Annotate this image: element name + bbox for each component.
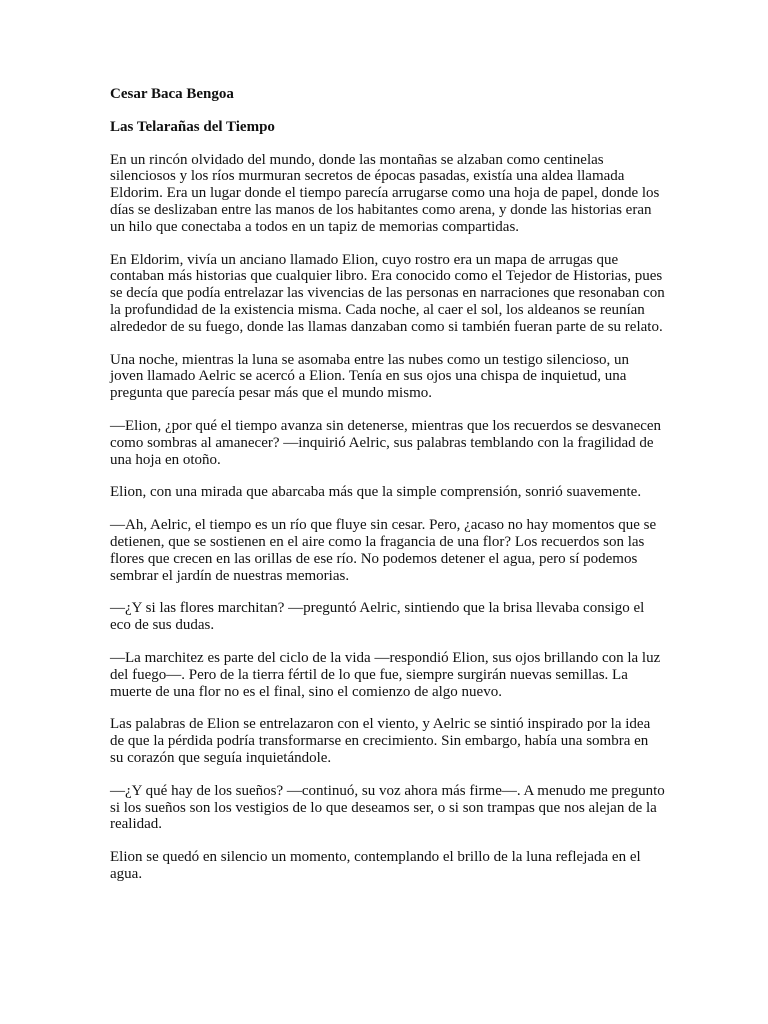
paragraph: —La marchitez es parte del ciclo de la vida —respondió Elion, sus ojos brillando con la luz del fuego—. Pero de la tierra fértil de lo que fue, siempre surgirán nuevas semillas. La muerte de una flor no es el final, sino el comienzo de algo nuevo. — [110, 649, 661, 700]
paragraph: —Elion, ¿por qué el tiempo avanza sin detenerse, mientras que los recuerdos se desvanecen como sombras al amanecer? —inquirió Aelric, sus palabras temblando con la fragilidad de una hoja en otoño. — [110, 417, 662, 468]
story-title: Las Telarañas del Tiempo — [110, 118, 275, 135]
paragraph: En un rincón olvidado del mundo, donde las montañas se alzaban como centinelas silenciosos y los ríos murmuran secretos de épocas pasadas, existía una aldea llamada Eldorim. Era un lugar donde el tiempo parecía arrugarse como una hoja de papel, donde los días se deslizaban entre las manos de los habitantes como arena, y donde las historias eran un hilo que conectaba a todos en un tapiz de memorias compartidas. — [110, 151, 660, 235]
paragraph: Elion se quedó en silencio un momento, contemplando el brillo de la luna reflejada en el agua. — [110, 849, 641, 882]
paragraph: Elion, con una mirada que abarcaba más que la simple comprensión, sonrió suavemente. — [110, 484, 642, 501]
paragraph: Las palabras de Elion se entrelazaron con el viento, y Aelric se sintió inspirado por la idea de que la pérdida podría transformarse en crecimiento. Sin embargo, había una sombra en su corazón que seguía inquietándole. — [110, 716, 651, 766]
paragraph: —Ah, Aelric, el tiempo es un río que fluye sin cesar. Pero, ¿acaso no hay momentos que se detienen, que se sostienen en el aire como la fragancia de una flor? Los recuerdos son las flores que crecen en las orillas de ese río. No podemos detener el agua, pero sí podemos sembrar el jardín de nuestras memorias. — [110, 517, 657, 584]
paragraph: —¿Y qué hay de los sueños? —continuó, su voz ahora más firme—. A menudo me pregunto si los sueños son los vestigios de lo que deseamos ser, o si son trampas que nos alejan de la realidad. — [110, 782, 665, 833]
paragraph: En Eldorim, vivía un anciano llamado Elion, cuyo rostro era un mapa de arrugas que contaban más historias que cualquier libro. Era conocido como el Tejedor de Historias, pues se decía que podía entrelazar las vivencias de las personas en narraciones que resonaban con la profundidad de la existencia misma. Cada noche, al caer el sol, los aldeanos se reunían alrededor de su fuego, donde las llamas danzaban como si también fueran parte de su relato. — [110, 251, 665, 335]
paragraph: —¿Y si las flores marchitan? —preguntó Aelric, sintiendo que la brisa llevaba consigo el eco de sus dudas. — [110, 600, 645, 634]
paragraph: Una noche, mientras la luna se asomaba entre las nubes como un testigo silencioso, un joven llamado Aelric se acercó a Elion. Tenía en sus ojos una chispa de inquietud, una pregunta que parecía pesar más que el mundo mismo. — [110, 351, 630, 402]
author-name: Cesar Baca Bengoa — [110, 86, 234, 102]
document-body — [110, 86, 665, 899]
